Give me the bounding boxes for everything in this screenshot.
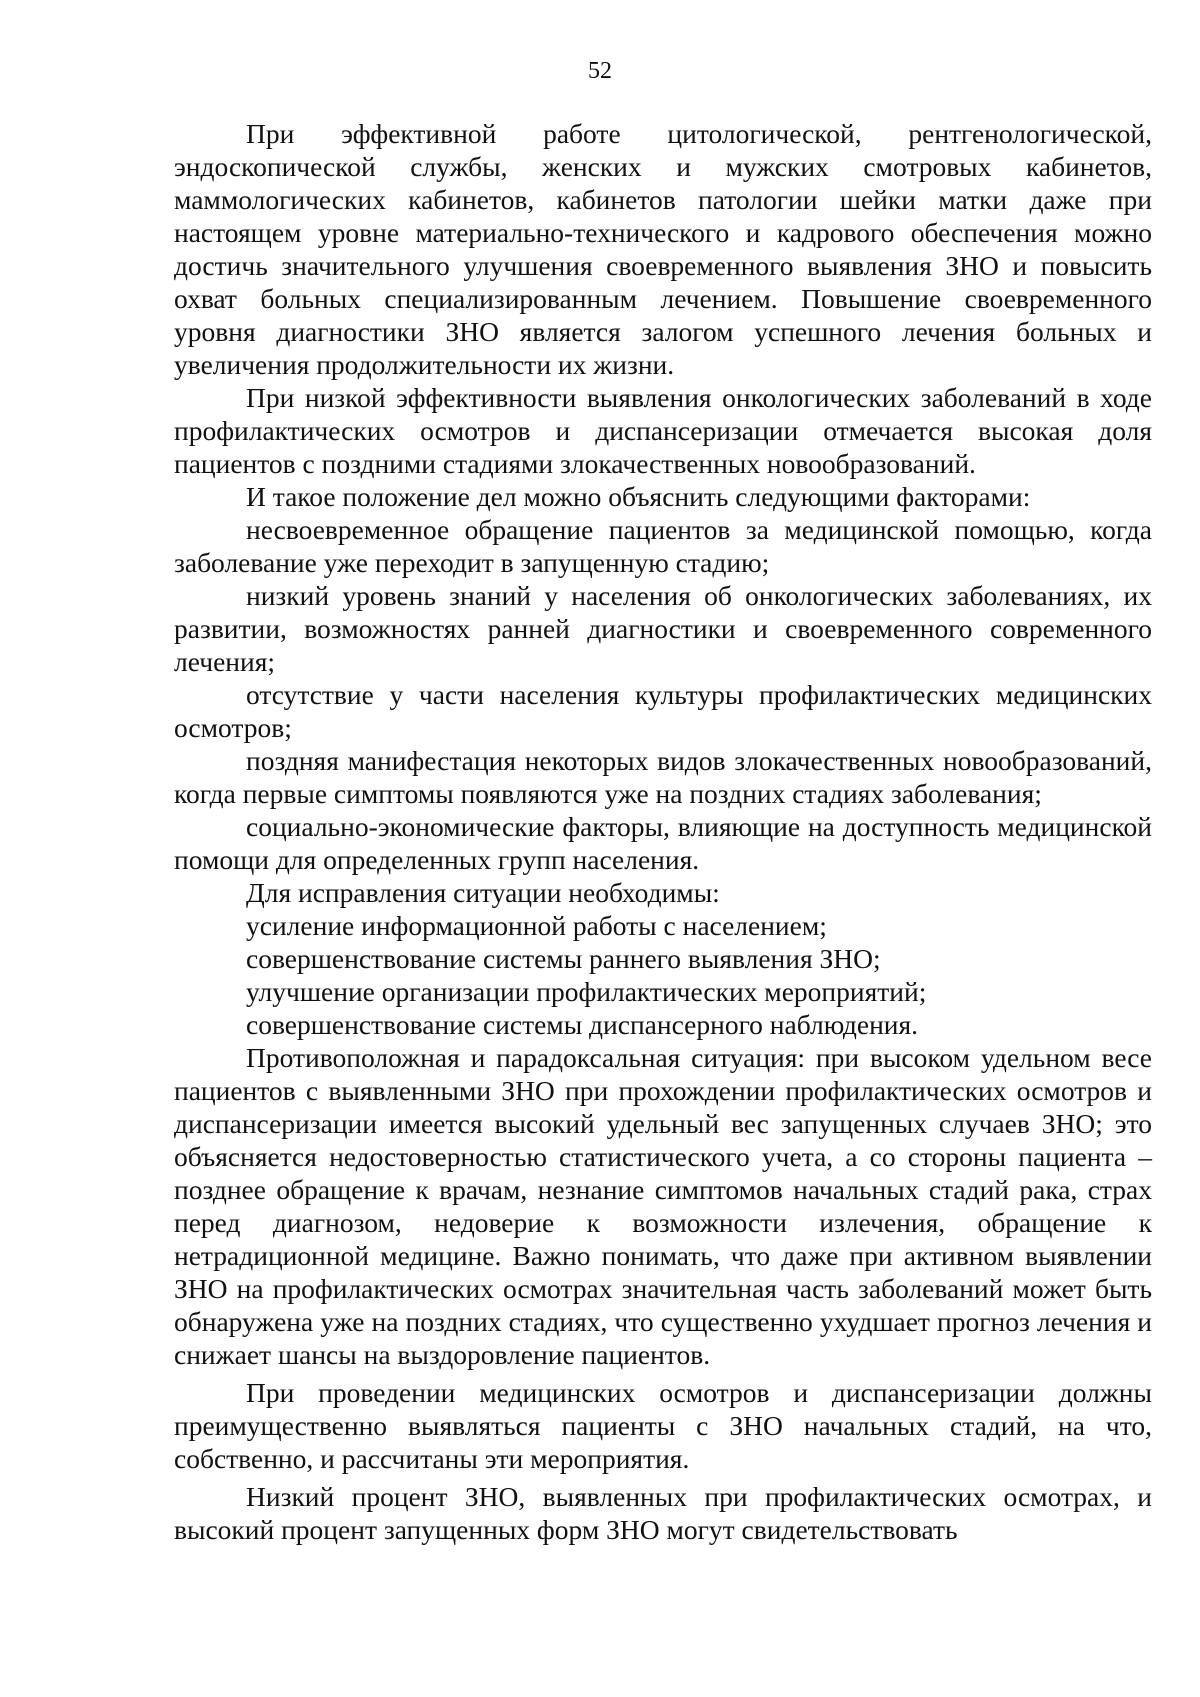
document-body <box>174 117 1152 1546</box>
paragraph: При низкой эффективности выявления онкологических заболеваний в ходе профилактических осмотров и диспансеризации отмечается высокая доля пациентов с поздними стадиями злокачественных новообразований. <box>174 382 1152 479</box>
list-item: низкий уровень знаний у населения об онкологических заболеваниях, их развитии, возможностях ранней диагностики и своевременного современного лечения; <box>174 580 1152 677</box>
list-item: поздняя манифестация некоторых видов злокачественных новообразований, когда первые симптомы появляются уже на поздних стадиях заболевания; <box>174 745 1152 809</box>
paragraph: При эффективной работе цитологической, рентгенологической, эндоскопической службы, женских и мужских смотровых кабинетов, маммологических кабинетов, кабинетов патологии шейки матки даже при настоящем уровне материально-технического и кадрового обеспечения можно достичь значительного улучшения своевременного выявления ЗНО и повысить охват больных специализированным лечением. Повышение своевременного уровня диагностики ЗНО является залогом успешного лечения больных и увеличения продолжительности их жизни. <box>174 118 1152 380</box>
list-item: социально-экономические факторы, влияющие на доступность медицинской помощи для определенных групп населения. <box>174 811 1152 875</box>
list-item: совершенствование системы раннего выявления ЗНО; <box>246 943 881 974</box>
paragraph: Низкий процент ЗНО, выявленных при профилактических осмотрах, и высокий процент запущенных форм ЗНО могут свидетельствовать <box>174 1481 1152 1545</box>
paragraph: И такое положение дел можно объяснить следующими факторами: <box>246 481 1031 512</box>
paragraph: При проведении медицинских осмотров и диспансеризации должны преимущественно выявляться пациенты с ЗНО начальных стадий, на что, собственно, и рассчитаны эти мероприятия. <box>174 1377 1152 1474</box>
list-item: улучшение организации профилактических мероприятий; <box>246 976 927 1007</box>
list-item: совершенствование системы диспансерного наблюдения. <box>246 1009 919 1040</box>
paragraph: Для исправления ситуации необходимы: <box>246 877 720 908</box>
list-item: несвоевременное обращение пациентов за медицинской помощью, когда заболевание уже переходит в запущенную стадию; <box>174 514 1152 578</box>
page-number: 52 <box>588 58 612 84</box>
list-item: отсутствие у части населения культуры профилактических медицинских осмотров; <box>174 679 1152 743</box>
paragraph: Противоположная и парадоксальная ситуация: при высоком удельном весе пациентов с выявленными ЗНО при прохождении профилактических осмотров и диспансеризации имеется высокий удельный вес запущенных случаев ЗНО; это объясняется недостоверностью статистического учета, а со стороны пациента – позднее обращение к врачам, незнание симптомов начальных стадий рака, страх перед диагнозом, недоверие к возможности излечения, обращение к нетрадиционной медицине. Важно понимать, что даже при активном выявлении ЗНО на профилактических осмотрах значительная часть заболеваний может быть обнаружена уже на поздних стадиях, что существенно ухудшает прогноз лечения и снижает шансы на выздоровление пациентов. <box>174 1042 1152 1370</box>
list-item: усиление информационной работы с населением; <box>246 910 827 941</box>
